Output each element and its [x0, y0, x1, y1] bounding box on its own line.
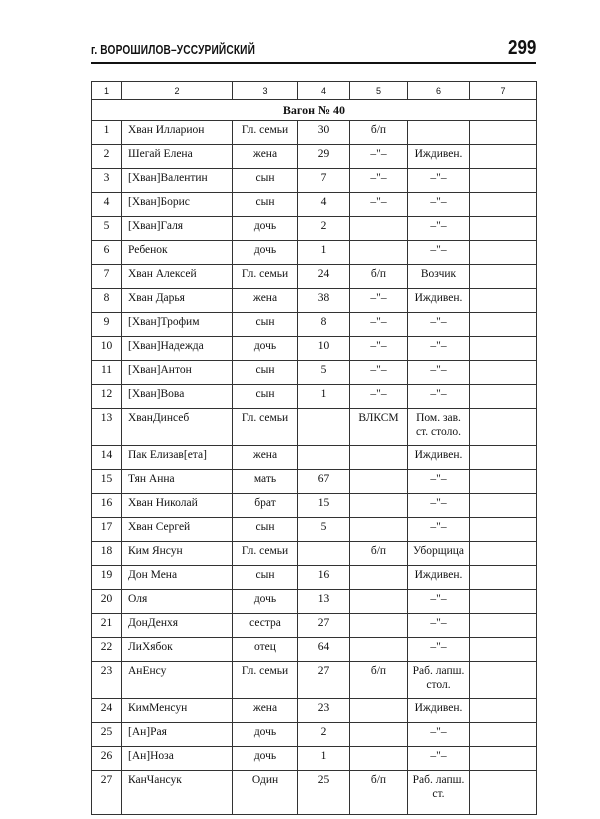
person-name-cell: ЛиХябок — [122, 638, 233, 662]
party-membership-cell — [350, 241, 408, 265]
age-cell: 24 — [298, 265, 350, 289]
family-relation-cell: сын — [233, 566, 298, 590]
notes-cell — [470, 265, 537, 289]
person-name-cell: [Хван]Вова — [122, 385, 233, 409]
header-rule — [91, 62, 536, 64]
occupation-cell: Иждивен. — [408, 446, 470, 470]
party-membership-cell: –"– — [350, 145, 408, 169]
age-cell: 1 — [298, 241, 350, 265]
age-cell — [298, 409, 350, 446]
column-number: 6 — [408, 82, 470, 100]
occupation-cell: –"– — [408, 590, 470, 614]
party-membership-cell — [350, 566, 408, 590]
occupation-cell: –"– — [408, 747, 470, 771]
family-relation-cell: дочь — [233, 337, 298, 361]
column-number-row — [92, 82, 537, 100]
family-relation-cell: отец — [233, 638, 298, 662]
person-name-cell: Хван Илларион — [122, 121, 233, 145]
person-name-cell: [Хван]Антон — [122, 361, 233, 385]
age-cell: 7 — [298, 169, 350, 193]
person-name-cell: Оля — [122, 590, 233, 614]
person-name-cell: Хван Сергей — [122, 518, 233, 542]
party-membership-cell: –"– — [350, 313, 408, 337]
family-relation-cell: Гл. семьи — [233, 542, 298, 566]
column-number: 1 — [92, 82, 122, 100]
notes-cell — [470, 723, 537, 747]
person-name-cell: ХванДинсеб — [122, 409, 233, 446]
person-name-cell: [Хван]Надежда — [122, 337, 233, 361]
notes-cell — [470, 699, 537, 723]
notes-cell — [470, 409, 537, 446]
family-relation-cell: дочь — [233, 723, 298, 747]
age-cell: 64 — [298, 638, 350, 662]
party-membership-cell — [350, 470, 408, 494]
table-row — [92, 361, 537, 385]
person-name-cell: Ким Янсун — [122, 542, 233, 566]
party-membership-cell: –"– — [350, 337, 408, 361]
occupation-cell: Иждивен. — [408, 566, 470, 590]
table-row — [92, 518, 537, 542]
family-relation-cell: дочь — [233, 241, 298, 265]
party-membership-cell: б/п — [350, 265, 408, 289]
row-number-cell: 7 — [92, 265, 122, 289]
occupation-cell: –"– — [408, 241, 470, 265]
occupation-cell: Иждивен. — [408, 145, 470, 169]
row-number-cell: 22 — [92, 638, 122, 662]
occupation-cell: –"– — [408, 169, 470, 193]
row-number-cell: 26 — [92, 747, 122, 771]
notes-cell — [470, 145, 537, 169]
occupation-cell: –"– — [408, 518, 470, 542]
person-name-cell: [Хван]Галя — [122, 217, 233, 241]
person-name-cell: [Ан]Рая — [122, 723, 233, 747]
table-row — [92, 217, 537, 241]
occupation-cell — [408, 121, 470, 145]
family-relation-cell: Гл. семьи — [233, 409, 298, 446]
notes-cell — [470, 470, 537, 494]
notes-cell — [470, 385, 537, 409]
table-row — [92, 771, 537, 815]
table-row — [92, 409, 537, 446]
notes-cell — [470, 121, 537, 145]
notes-cell — [470, 494, 537, 518]
row-number-cell: 1 — [92, 121, 122, 145]
party-membership-cell — [350, 614, 408, 638]
party-membership-cell — [350, 747, 408, 771]
notes-cell — [470, 638, 537, 662]
age-cell: 2 — [298, 723, 350, 747]
row-number-cell: 16 — [92, 494, 122, 518]
party-membership-cell — [350, 446, 408, 470]
notes-cell — [470, 662, 537, 699]
family-relation-cell: сын — [233, 193, 298, 217]
party-membership-cell: –"– — [350, 169, 408, 193]
party-membership-cell: б/п — [350, 771, 408, 815]
notes-cell — [470, 313, 537, 337]
table-row — [92, 747, 537, 771]
party-membership-cell — [350, 518, 408, 542]
party-membership-cell: ВЛКСМ — [350, 409, 408, 446]
notes-cell — [470, 542, 537, 566]
age-cell: 27 — [298, 614, 350, 638]
occupation-cell: –"– — [408, 614, 470, 638]
age-cell: 1 — [298, 747, 350, 771]
age-cell: 27 — [298, 662, 350, 699]
party-membership-cell — [350, 590, 408, 614]
page-number: 299 — [507, 37, 536, 59]
person-name-cell: Шегай Елена — [122, 145, 233, 169]
notes-cell — [470, 289, 537, 313]
notes-cell — [470, 361, 537, 385]
notes-cell — [470, 518, 537, 542]
wagon-section-row — [92, 100, 537, 121]
notes-cell — [470, 169, 537, 193]
row-number-cell: 6 — [92, 241, 122, 265]
notes-cell — [470, 590, 537, 614]
row-number-cell: 21 — [92, 614, 122, 638]
notes-cell — [470, 566, 537, 590]
notes-cell — [470, 193, 537, 217]
age-cell: 1 — [298, 385, 350, 409]
person-name-cell: АнЕнсу — [122, 662, 233, 699]
age-cell: 8 — [298, 313, 350, 337]
table-row — [92, 289, 537, 313]
row-number-cell: 23 — [92, 662, 122, 699]
row-number-cell: 10 — [92, 337, 122, 361]
column-number: 7 — [470, 82, 537, 100]
notes-cell — [470, 446, 537, 470]
person-name-cell: Хван Алексей — [122, 265, 233, 289]
party-membership-cell: –"– — [350, 193, 408, 217]
row-number-cell: 8 — [92, 289, 122, 313]
family-relation-cell: сестра — [233, 614, 298, 638]
row-number-cell: 20 — [92, 590, 122, 614]
table-row — [92, 446, 537, 470]
age-cell: 10 — [298, 337, 350, 361]
family-relation-cell: сын — [233, 361, 298, 385]
person-name-cell: [Хван]Валентин — [122, 169, 233, 193]
party-membership-cell: б/п — [350, 542, 408, 566]
family-relation-cell: сын — [233, 518, 298, 542]
family-relation-cell: жена — [233, 446, 298, 470]
person-name-cell: Ребенок — [122, 241, 233, 265]
age-cell: 38 — [298, 289, 350, 313]
table-row — [92, 169, 537, 193]
table-row — [92, 699, 537, 723]
family-relation-cell: дочь — [233, 747, 298, 771]
age-cell: 25 — [298, 771, 350, 815]
age-cell: 5 — [298, 361, 350, 385]
row-number-cell: 27 — [92, 771, 122, 815]
row-number-cell: 3 — [92, 169, 122, 193]
person-name-cell: [Ан]Ноза — [122, 747, 233, 771]
age-cell: 13 — [298, 590, 350, 614]
running-title: г. ВОРОШИЛОВ–УССУРИЙСКИЙ — [91, 42, 256, 57]
person-name-cell: КимМенсун — [122, 699, 233, 723]
family-relation-cell: жена — [233, 699, 298, 723]
family-relation-cell: дочь — [233, 590, 298, 614]
age-cell: 15 — [298, 494, 350, 518]
row-number-cell: 19 — [92, 566, 122, 590]
occupation-cell: –"– — [408, 723, 470, 747]
age-cell: 16 — [298, 566, 350, 590]
family-relation-cell: жена — [233, 145, 298, 169]
party-membership-cell: –"– — [350, 289, 408, 313]
occupation-cell: –"– — [408, 638, 470, 662]
table-row — [92, 241, 537, 265]
person-name-cell: Дон Мена — [122, 566, 233, 590]
occupation-cell: Пом. зав. ст. столо. — [408, 409, 470, 446]
table-row — [92, 121, 537, 145]
party-membership-cell: –"– — [350, 361, 408, 385]
column-number: 2 — [122, 82, 233, 100]
occupation-cell: Раб. лапш. стол. — [408, 662, 470, 699]
person-name-cell: ДонДенхя — [122, 614, 233, 638]
table-row — [92, 638, 537, 662]
party-membership-cell: б/п — [350, 121, 408, 145]
table-row — [92, 193, 537, 217]
table-row — [92, 614, 537, 638]
person-name-cell: Тян Анна — [122, 470, 233, 494]
table-row — [92, 313, 537, 337]
family-relation-cell: жена — [233, 289, 298, 313]
table-row — [92, 470, 537, 494]
row-number-cell: 15 — [92, 470, 122, 494]
row-number-cell: 13 — [92, 409, 122, 446]
notes-cell — [470, 614, 537, 638]
party-membership-cell — [350, 723, 408, 747]
table-row — [92, 385, 537, 409]
occupation-cell: Возчик — [408, 265, 470, 289]
person-name-cell: КанЧансук — [122, 771, 233, 815]
family-relation-cell: дочь — [233, 217, 298, 241]
notes-cell — [470, 771, 537, 815]
row-number-cell: 4 — [92, 193, 122, 217]
party-membership-cell: –"– — [350, 385, 408, 409]
party-membership-cell — [350, 699, 408, 723]
occupation-cell: –"– — [408, 361, 470, 385]
notes-cell — [470, 217, 537, 241]
occupation-cell: Иждивен. — [408, 699, 470, 723]
row-number-cell: 25 — [92, 723, 122, 747]
age-cell: 23 — [298, 699, 350, 723]
occupation-cell: Раб. лапш. ст. — [408, 771, 470, 815]
age-cell: 5 — [298, 518, 350, 542]
row-number-cell: 24 — [92, 699, 122, 723]
row-number-cell: 17 — [92, 518, 122, 542]
occupation-cell: –"– — [408, 337, 470, 361]
family-relation-cell: сын — [233, 385, 298, 409]
occupation-cell: –"– — [408, 385, 470, 409]
person-name-cell: Пак Елизав[ета] — [122, 446, 233, 470]
notes-cell — [470, 747, 537, 771]
deportation-register-table — [91, 81, 537, 815]
table-row — [92, 494, 537, 518]
table-row — [92, 566, 537, 590]
party-membership-cell — [350, 638, 408, 662]
notes-cell — [470, 337, 537, 361]
family-relation-cell: Гл. семьи — [233, 265, 298, 289]
age-cell: 30 — [298, 121, 350, 145]
table-row — [92, 337, 537, 361]
person-name-cell: Хван Дарья — [122, 289, 233, 313]
table-row — [92, 265, 537, 289]
column-number: 4 — [298, 82, 350, 100]
occupation-cell: Иждивен. — [408, 289, 470, 313]
age-cell: 4 — [298, 193, 350, 217]
table-row — [92, 662, 537, 699]
table-row — [92, 590, 537, 614]
family-relation-cell: сын — [233, 169, 298, 193]
family-relation-cell: Гл. семьи — [233, 121, 298, 145]
row-number-cell: 18 — [92, 542, 122, 566]
person-name-cell: Хван Николай — [122, 494, 233, 518]
occupation-cell: –"– — [408, 313, 470, 337]
age-cell: 67 — [298, 470, 350, 494]
notes-cell — [470, 241, 537, 265]
age-cell: 29 — [298, 145, 350, 169]
row-number-cell: 5 — [92, 217, 122, 241]
row-number-cell: 12 — [92, 385, 122, 409]
family-relation-cell: Гл. семьи — [233, 662, 298, 699]
occupation-cell: Уборщица — [408, 542, 470, 566]
table-row — [92, 542, 537, 566]
age-cell: 2 — [298, 217, 350, 241]
table-row — [92, 145, 537, 169]
row-number-cell: 11 — [92, 361, 122, 385]
occupation-cell: –"– — [408, 470, 470, 494]
person-name-cell: [Хван]Трофим — [122, 313, 233, 337]
row-number-cell: 14 — [92, 446, 122, 470]
age-cell — [298, 446, 350, 470]
column-number: 5 — [350, 82, 408, 100]
occupation-cell: –"– — [408, 193, 470, 217]
family-relation-cell: брат — [233, 494, 298, 518]
party-membership-cell — [350, 217, 408, 241]
row-number-cell: 2 — [92, 145, 122, 169]
wagon-title: Вагон № 40 — [92, 100, 537, 121]
occupation-cell: –"– — [408, 217, 470, 241]
party-membership-cell — [350, 494, 408, 518]
column-number: 3 — [233, 82, 298, 100]
party-membership-cell: б/п — [350, 662, 408, 699]
table-row — [92, 723, 537, 747]
family-relation-cell: сын — [233, 313, 298, 337]
family-relation-cell: мать — [233, 470, 298, 494]
age-cell — [298, 542, 350, 566]
row-number-cell: 9 — [92, 313, 122, 337]
occupation-cell: –"– — [408, 494, 470, 518]
person-name-cell: [Хван]Борис — [122, 193, 233, 217]
family-relation-cell: Один — [233, 771, 298, 815]
